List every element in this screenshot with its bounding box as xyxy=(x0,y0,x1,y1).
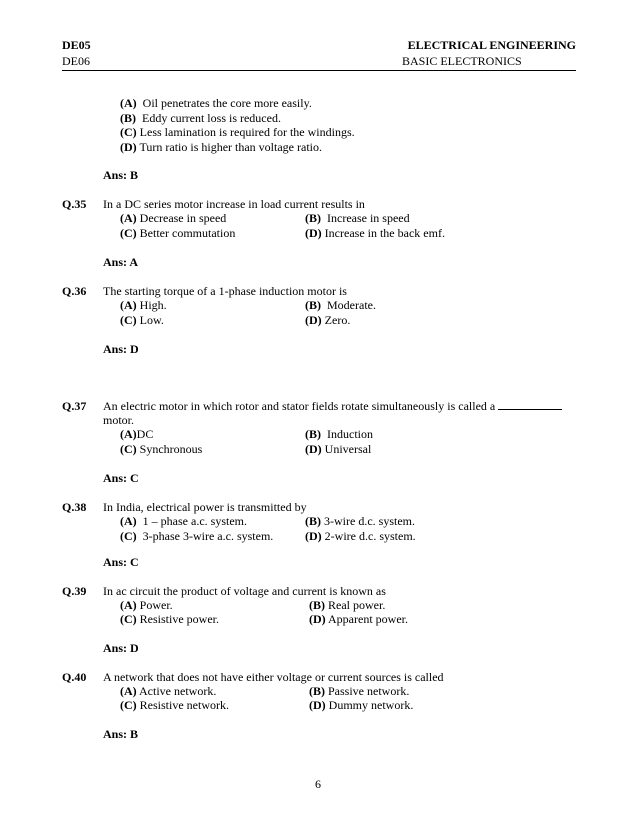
question-text: In ac circuit the product of voltage and current is known as xyxy=(103,584,386,598)
option-text: Resistive power. xyxy=(139,612,219,626)
option-text: 3-wire d.c. system. xyxy=(324,514,415,528)
option-text: 3-phase 3-wire a.c. system. xyxy=(142,529,274,543)
option-key: (A) xyxy=(120,598,137,612)
option-c xyxy=(120,226,235,240)
option-b xyxy=(305,514,415,528)
option-key: (D) xyxy=(305,529,322,543)
option-key: (C) xyxy=(120,313,137,327)
option-text: 2-wire d.c. system. xyxy=(324,529,416,543)
option-text: Active network. xyxy=(139,684,217,698)
question-number: Q.36 xyxy=(62,284,87,298)
option-text: Increase in speed xyxy=(327,211,410,225)
option-text: High. xyxy=(139,298,167,312)
option-key: (A) xyxy=(120,96,137,110)
option-c xyxy=(120,529,273,543)
header-subject-electronics: BASIC ELECTRONICS xyxy=(402,54,522,68)
option-d xyxy=(305,313,350,327)
option-b xyxy=(120,111,281,125)
option-a xyxy=(120,427,153,441)
question-number: Q.37 xyxy=(62,399,87,413)
option-d xyxy=(120,140,322,154)
question-number: Q.38 xyxy=(62,500,87,514)
option-key: (D) xyxy=(120,140,137,154)
option-c xyxy=(120,313,164,327)
option-key: (C) xyxy=(120,529,137,543)
option-text: 1 – phase a.c. system. xyxy=(142,514,247,528)
header-subject-electrical: ELECTRICAL ENGINEERING xyxy=(407,38,576,52)
option-a xyxy=(120,598,173,612)
fill-in-blank xyxy=(498,399,562,410)
option-text: Synchronous xyxy=(139,442,203,456)
option-text: Power. xyxy=(139,598,173,612)
option-key: (D) xyxy=(305,313,322,327)
question-text-cont: motor. xyxy=(103,413,135,427)
answer-label: Ans: D xyxy=(103,342,139,356)
question-text: The starting torque of a 1-phase induction motor is xyxy=(103,284,347,298)
option-c xyxy=(120,442,202,456)
option-d xyxy=(305,442,371,456)
option-key: (D) xyxy=(305,226,322,240)
question-number: Q.35 xyxy=(62,197,87,211)
option-key: (C) xyxy=(120,125,137,139)
option-key: (B) xyxy=(309,684,325,698)
option-key: (D) xyxy=(305,442,322,456)
option-c xyxy=(120,698,229,712)
option-text: Moderate. xyxy=(327,298,376,312)
option-a xyxy=(120,514,247,528)
option-text: Better commutation xyxy=(139,226,236,240)
option-key: (A) xyxy=(120,514,137,528)
option-c xyxy=(120,125,355,139)
option-c xyxy=(120,612,219,626)
option-b xyxy=(309,598,385,612)
answer-label: Ans: C xyxy=(103,471,139,485)
option-key: (B) xyxy=(120,111,136,125)
option-text: Induction xyxy=(327,427,373,441)
option-text: Oil penetrates the core more easily. xyxy=(142,96,312,110)
header-code-de06: DE06 xyxy=(62,54,90,68)
option-d xyxy=(305,226,445,240)
option-key: (B) xyxy=(309,598,325,612)
option-a xyxy=(120,96,312,110)
question-number: Q.39 xyxy=(62,584,87,598)
option-d xyxy=(309,698,413,712)
option-key: (D) xyxy=(309,698,326,712)
option-key: (B) xyxy=(305,298,321,312)
option-a xyxy=(120,684,216,698)
option-key: (A) xyxy=(120,684,137,698)
option-text: Real power. xyxy=(328,598,386,612)
answer-label: Ans: C xyxy=(103,555,139,569)
question-text: A network that does not have either voltage or current sources is called xyxy=(103,670,444,684)
option-key: (C) xyxy=(120,226,137,240)
option-b xyxy=(309,684,409,698)
option-key: (A) xyxy=(120,298,137,312)
option-text: Zero. xyxy=(324,313,351,327)
question-text: In a DC series motor increase in load current results in xyxy=(103,197,365,211)
page-number: 6 xyxy=(315,777,321,791)
option-text: Resistive network. xyxy=(139,698,229,712)
option-text: Apparent power. xyxy=(328,612,408,626)
option-text: Decrease in speed xyxy=(139,211,227,225)
option-text: Dummy network. xyxy=(328,698,414,712)
option-text: Turn ratio is higher than voltage ratio. xyxy=(139,140,322,154)
question-text-main: An electric motor in which rotor and stator fields rotate simultaneously is called a xyxy=(103,399,496,413)
option-text: Low. xyxy=(139,313,164,327)
answer-label: Ans: B xyxy=(103,168,139,182)
option-text: Eddy current loss is reduced. xyxy=(142,111,281,125)
option-text: Universal xyxy=(324,442,372,456)
question-text: In India, electrical power is transmitted by xyxy=(103,500,307,514)
option-d xyxy=(309,612,408,626)
header-code-de05: DE05 xyxy=(62,38,91,52)
option-b xyxy=(305,298,376,312)
answer-label: Ans: D xyxy=(103,641,139,655)
option-d xyxy=(305,529,416,543)
option-key: (D) xyxy=(309,612,326,626)
option-text: DC xyxy=(136,427,154,441)
option-key: (A) xyxy=(120,211,137,225)
option-key: (A) xyxy=(120,427,137,441)
option-key: (B) xyxy=(305,427,321,441)
header-divider xyxy=(62,70,576,71)
option-key: (C) xyxy=(120,442,137,456)
option-b xyxy=(305,427,373,441)
option-key: (B) xyxy=(305,211,321,225)
option-key: (C) xyxy=(120,698,137,712)
option-text: Less lamination is required for the windings. xyxy=(139,125,355,139)
question-text xyxy=(103,399,562,413)
option-a xyxy=(120,211,226,225)
option-text: Increase in the back emf. xyxy=(324,226,445,240)
answer-label: Ans: B xyxy=(103,727,139,741)
option-key: (C) xyxy=(120,612,137,626)
option-text: Passive network. xyxy=(328,684,410,698)
answer-label: Ans: A xyxy=(103,255,139,269)
question-number: Q.40 xyxy=(62,670,87,684)
option-b xyxy=(305,211,410,225)
option-a xyxy=(120,298,167,312)
option-key: (B) xyxy=(305,514,321,528)
